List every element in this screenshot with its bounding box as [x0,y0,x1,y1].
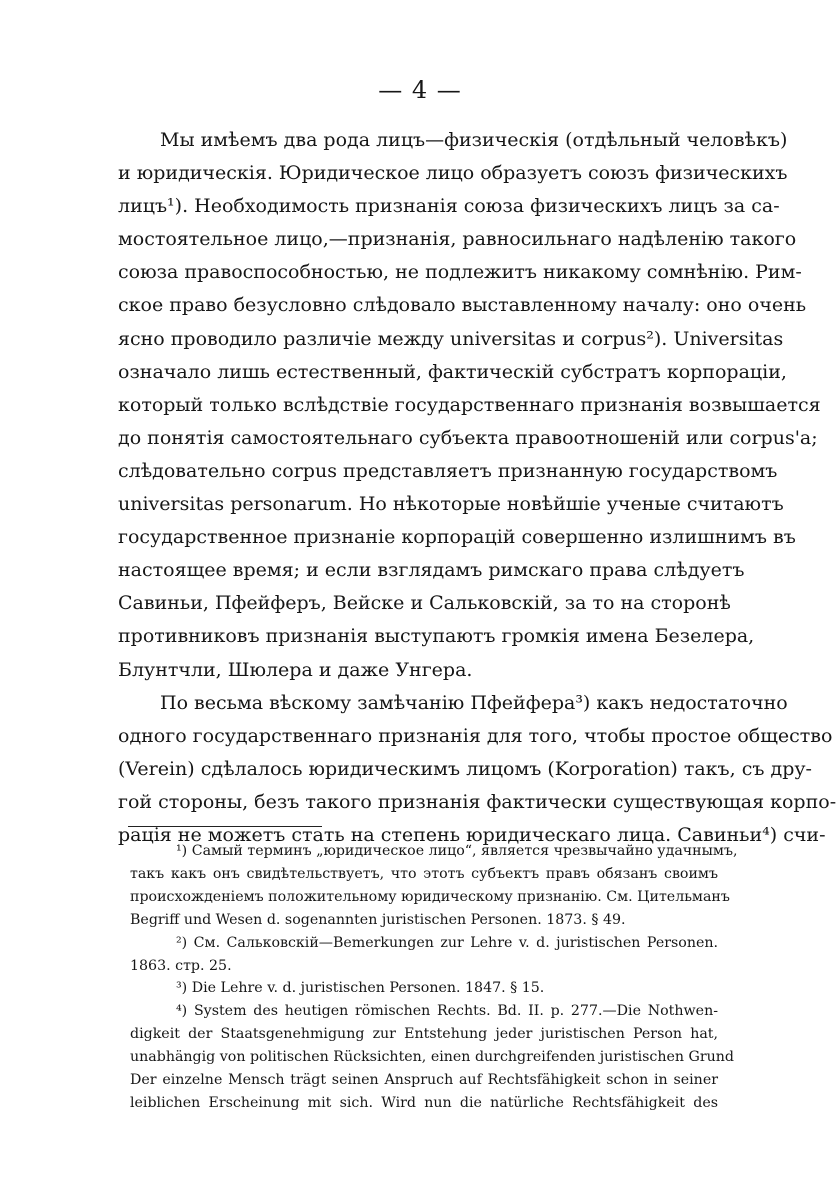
text-line: (Verein) сдѣлалось юридическимъ лицомъ (Korporation) такъ, съ дру- [118,757,812,780]
footnote-line: Begriff und Wesen d. sogenannten juristischen Personen. 1873. § 49. [130,911,626,928]
main-text [118,124,837,852]
paragraph-2 [118,687,837,852]
footnote-3 [130,977,718,1000]
footnotes [130,840,738,1115]
text-line: universitas personarum. Но нѣкоторые новѣйшіе ученые считаютъ [118,493,784,516]
footnote-line: такъ какъ онъ свидѣтельствуетъ, что этотъ субъектъ правъ обязанъ своимъ [130,865,718,882]
footnote-line: происхожденіемъ положительному юридическому признанію. См. Цительманъ [130,888,730,905]
text-line: По весьма вѣскому замѣчанію Пфейфера³) какъ недостаточно [160,691,788,714]
footnote-line: ²) См. Сальковскій—Bemerkungen zur Lehre v. d. juristischen Personen. [176,934,718,951]
footnote-line: leiblichen Erscheinung mit sich. Wird nun die natürliche Rechtsfähigkeit des [130,1094,718,1111]
footnote-line: Der einzelne Mensch trägt seinen Anspruch auf Rechtsfähigkeit schon in seiner [130,1072,718,1089]
footnote-4 [130,1000,734,1115]
footnote-1 [130,840,738,932]
text-line: рація не можетъ стать на степень юридическаго лица. Савиньи⁴) счи- [118,823,826,846]
text-line: мостоятельное лицо,—признанія, равносильнаго надѣленію такого [118,228,797,251]
text-line: до понятія самостоятельнаго субъекта правоотношеній или corpus'a; [118,426,818,449]
text-line: лицъ¹). Необходимость признанія союза физическихъ лицъ за са- [118,195,780,218]
text-line: и юридическія. Юридическое лицо образуетъ союзъ физическихъ [118,162,788,185]
footnote-line: 1863. стр. 25. [130,957,232,974]
text-line: союза правоспособностью, не подлежитъ никакому сомнѣнію. Рим- [118,261,802,284]
paragraph-1 [118,124,821,687]
text-line: означало лишь естественный, фактическій субстратъ корпораціи, [118,360,787,383]
text-line: ясно проводило различіе между universitas и corpus²). Universitas [118,327,784,350]
text-line: Блунтчли, Шюлера и даже Унгера. [118,658,473,681]
footnote-line: ¹) Самый терминъ „юридическое лицо“, является чрезвычайно удачнымъ, [176,843,738,859]
footnote-line: unabhängig von politischen Rücksichten, einen durchgreifenden juristischen Grund [130,1049,734,1066]
text-line: настоящее время; и если взглядамъ римскаго права слѣдуетъ [118,559,745,582]
text-line: ское право безусловно слѣдовало выставленному началу: оно очень [118,294,807,317]
text-line: слѣдовательно corpus представляетъ признанную государствомъ [118,459,778,482]
footnote-line: digkeit der Staatsgenehmigung zur Entstehung jeder juristischen Person hat, [130,1026,718,1043]
text-line: одного государственнаго признанія для того, чтобы простое общество [118,724,833,747]
text-line: Савиньи, Пфейферъ, Вейске и Сальковскій, за то на сторонѣ [118,592,731,615]
text-line: который только вслѣдствіе государственнаго признанія возвышается [118,393,821,416]
footnote-line: ³) Die Lehre v. d. juristischen Personen. 1847. § 15. [176,980,545,997]
footnote-2 [130,932,718,978]
text-line: государственное признаніе корпорацій совершенно излишнимъ въ [118,526,796,549]
text-line: противниковъ признанія выступаютъ громкія имена Безелера, [118,625,755,648]
footnote-line: ⁴) System des heutigen römischen Rechts. Bd. II. p. 277.—Die Nothwen- [176,1003,718,1020]
text-line: гой стороны, безъ такого признанія фактически существующая корпо- [118,790,837,813]
text-line: Мы имѣемъ два рода лицъ—физическія (отдѣльный человѣкъ) [160,129,788,151]
footnote-divider [128,826,322,827]
page-number: — 4 — [378,76,462,104]
